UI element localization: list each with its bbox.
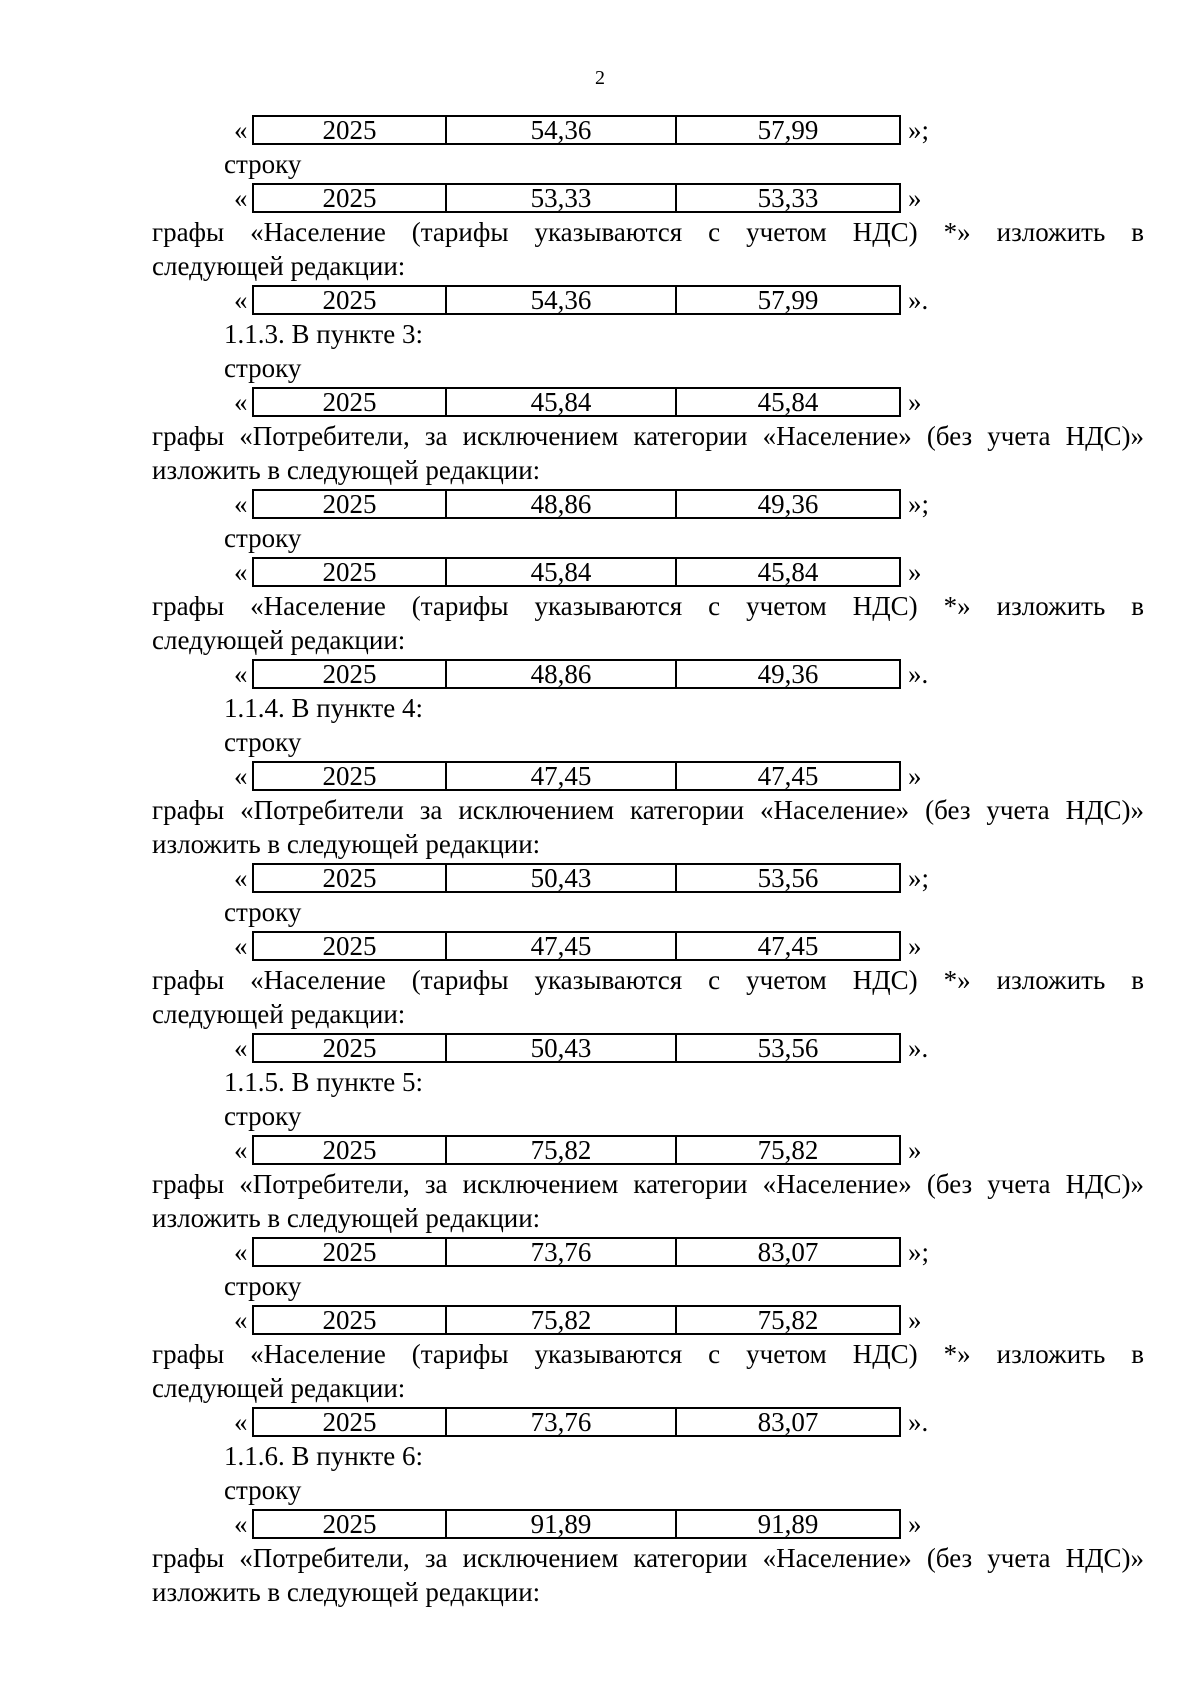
close-quote: » bbox=[908, 1135, 922, 1165]
text-line: графы «Население (тарифы указываются с учетом НДС) *» изложить в bbox=[152, 591, 1144, 621]
value-cell-second-half: 45,84 bbox=[757, 557, 819, 587]
value-cell-first-half: 53,33 bbox=[447, 185, 677, 211]
value-cell-first-half: 75,82 bbox=[447, 1137, 677, 1163]
tariff-table bbox=[252, 1033, 901, 1063]
value-cell-second-half: 75,82 bbox=[757, 1305, 819, 1335]
close-quote: » bbox=[908, 1509, 922, 1539]
text-line: следующей редакции: bbox=[152, 251, 406, 281]
tariff-table bbox=[252, 115, 901, 145]
tariff-table bbox=[252, 285, 901, 315]
tariff-row bbox=[0, 283, 1200, 317]
open-quote: « bbox=[234, 863, 248, 893]
tariff-row bbox=[0, 487, 1200, 521]
tariff-table bbox=[252, 761, 901, 791]
open-quote: « bbox=[234, 557, 248, 587]
value-cell-second-half: 49,36 bbox=[757, 659, 819, 689]
text-line: следующей редакции: bbox=[152, 1373, 406, 1403]
tariff-row bbox=[0, 1303, 1200, 1337]
tariff-row bbox=[0, 929, 1200, 963]
value-cell-first-half: 47,45 bbox=[447, 763, 677, 789]
close-quote: ». bbox=[908, 285, 929, 315]
tariff-row bbox=[0, 1133, 1200, 1167]
tariff-table bbox=[252, 1237, 901, 1267]
text-line: графы «Потребители, за исключением категории «Население» (без учета НДС)» bbox=[152, 1169, 1144, 1199]
tariff-row bbox=[0, 385, 1200, 419]
tariff-row bbox=[0, 861, 1200, 895]
value-cell-second-half: 83,07 bbox=[757, 1237, 819, 1267]
open-quote: « bbox=[234, 1033, 248, 1063]
text-line: изложить в следующей редакции: bbox=[152, 1577, 541, 1607]
text-line: изложить в следующей редакции: bbox=[152, 1203, 541, 1233]
text-line: графы «Население (тарифы указываются с учетом НДС) *» изложить в bbox=[152, 217, 1144, 247]
open-quote: « bbox=[234, 1509, 248, 1539]
value-cell-second-half: 53,33 bbox=[757, 183, 819, 213]
year-cell: 2025 bbox=[254, 763, 447, 789]
year-cell: 2025 bbox=[254, 185, 447, 211]
tariff-table bbox=[252, 1509, 901, 1539]
open-quote: « bbox=[234, 1305, 248, 1335]
value-cell-first-half: 50,43 bbox=[447, 865, 677, 891]
year-cell: 2025 bbox=[254, 865, 447, 891]
open-quote: « bbox=[234, 1135, 248, 1165]
year-cell: 2025 bbox=[254, 1307, 447, 1333]
close-quote: »; bbox=[908, 489, 930, 519]
text-line-indented: строку bbox=[224, 897, 302, 927]
close-quote: » bbox=[908, 387, 922, 417]
tariff-table bbox=[252, 557, 901, 587]
tariff-table bbox=[252, 863, 901, 893]
year-cell: 2025 bbox=[254, 287, 447, 313]
open-quote: « bbox=[234, 761, 248, 791]
value-cell-second-half: 57,99 bbox=[757, 285, 819, 315]
tariff-table bbox=[252, 1305, 901, 1335]
year-cell: 2025 bbox=[254, 1409, 447, 1435]
text-line: графы «Потребители за исключением категории «Население» (без учета НДС)» bbox=[152, 795, 1144, 825]
close-quote: » bbox=[908, 1305, 922, 1335]
tariff-table bbox=[252, 387, 901, 417]
year-cell: 2025 bbox=[254, 933, 447, 959]
tariff-row bbox=[0, 759, 1200, 793]
value-cell-first-half: 73,76 bbox=[447, 1409, 677, 1435]
open-quote: « bbox=[234, 1407, 248, 1437]
page-number: 2 bbox=[595, 67, 605, 89]
tariff-row bbox=[0, 657, 1200, 691]
value-cell-first-half: 47,45 bbox=[447, 933, 677, 959]
text-line: следующей редакции: bbox=[152, 999, 406, 1029]
open-quote: « bbox=[234, 931, 248, 961]
tariff-table bbox=[252, 931, 901, 961]
close-quote: » bbox=[908, 183, 922, 213]
tariff-row bbox=[0, 555, 1200, 589]
tariff-row bbox=[0, 1405, 1200, 1439]
close-quote: »; bbox=[908, 1237, 930, 1267]
year-cell: 2025 bbox=[254, 117, 447, 143]
year-cell: 2025 bbox=[254, 491, 447, 517]
tariff-row bbox=[0, 1235, 1200, 1269]
text-line: графы «Потребители, за исключением категории «Население» (без учета НДС)» bbox=[152, 421, 1144, 451]
value-cell-first-half: 75,82 bbox=[447, 1307, 677, 1333]
value-cell-second-half: 91,89 bbox=[757, 1509, 819, 1539]
text-line: изложить в следующей редакции: bbox=[152, 829, 541, 859]
value-cell-first-half: 48,86 bbox=[447, 661, 677, 687]
year-cell: 2025 bbox=[254, 389, 447, 415]
year-cell: 2025 bbox=[254, 661, 447, 687]
value-cell-first-half: 45,84 bbox=[447, 389, 677, 415]
value-cell-first-half: 54,36 bbox=[447, 117, 677, 143]
text-line-indented: 1.1.6. В пункте 6: bbox=[224, 1441, 423, 1471]
open-quote: « bbox=[234, 659, 248, 689]
open-quote: « bbox=[234, 387, 248, 417]
value-cell-second-half: 47,45 bbox=[757, 931, 819, 961]
year-cell: 2025 bbox=[254, 1511, 447, 1537]
close-quote: » bbox=[908, 557, 922, 587]
value-cell-first-half: 54,36 bbox=[447, 287, 677, 313]
year-cell: 2025 bbox=[254, 1239, 447, 1265]
year-cell: 2025 bbox=[254, 1035, 447, 1061]
value-cell-second-half: 53,56 bbox=[757, 863, 819, 893]
value-cell-second-half: 49,36 bbox=[757, 489, 819, 519]
text-line: следующей редакции: bbox=[152, 625, 406, 655]
open-quote: « bbox=[234, 489, 248, 519]
value-cell-first-half: 45,84 bbox=[447, 559, 677, 585]
text-line-indented: строку bbox=[224, 727, 302, 757]
tariff-table bbox=[252, 659, 901, 689]
text-line: графы «Население (тарифы указываются с учетом НДС) *» изложить в bbox=[152, 1339, 1144, 1369]
tariff-row bbox=[0, 1507, 1200, 1541]
value-cell-second-half: 75,82 bbox=[757, 1135, 819, 1165]
text-line: графы «Население (тарифы указываются с учетом НДС) *» изложить в bbox=[152, 965, 1144, 995]
close-quote: »; bbox=[908, 115, 930, 145]
open-quote: « bbox=[234, 115, 248, 145]
open-quote: « bbox=[234, 183, 248, 213]
text-line-indented: строку bbox=[224, 523, 302, 553]
text-line: изложить в следующей редакции: bbox=[152, 455, 541, 485]
tariff-table bbox=[252, 183, 901, 213]
value-cell-second-half: 53,56 bbox=[757, 1033, 819, 1063]
close-quote: » bbox=[908, 761, 922, 791]
text-line-indented: строку bbox=[224, 149, 302, 179]
tariff-table bbox=[252, 489, 901, 519]
text-line-indented: 1.1.3. В пункте 3: bbox=[224, 319, 423, 349]
text-line-indented: 1.1.4. В пункте 4: bbox=[224, 693, 423, 723]
document-body bbox=[0, 113, 1200, 1609]
value-cell-second-half: 83,07 bbox=[757, 1407, 819, 1437]
text-line-indented: строку bbox=[224, 1475, 302, 1505]
year-cell: 2025 bbox=[254, 1137, 447, 1163]
tariff-table bbox=[252, 1407, 901, 1437]
open-quote: « bbox=[234, 1237, 248, 1267]
text-line-indented: строку bbox=[224, 1271, 302, 1301]
text-line-indented: строку bbox=[224, 1101, 302, 1131]
year-cell: 2025 bbox=[254, 559, 447, 585]
text-line-indented: строку bbox=[224, 353, 302, 383]
value-cell-first-half: 48,86 bbox=[447, 491, 677, 517]
text-line: графы «Потребители, за исключением категории «Население» (без учета НДС)» bbox=[152, 1543, 1144, 1573]
text-line-indented: 1.1.5. В пункте 5: bbox=[224, 1067, 423, 1097]
value-cell-first-half: 73,76 bbox=[447, 1239, 677, 1265]
close-quote: ». bbox=[908, 1033, 929, 1063]
tariff-table bbox=[252, 1135, 901, 1165]
value-cell-first-half: 50,43 bbox=[447, 1035, 677, 1061]
close-quote: »; bbox=[908, 863, 930, 893]
value-cell-first-half: 91,89 bbox=[447, 1511, 677, 1537]
value-cell-second-half: 45,84 bbox=[757, 387, 819, 417]
close-quote: ». bbox=[908, 659, 929, 689]
tariff-row bbox=[0, 113, 1200, 147]
value-cell-second-half: 47,45 bbox=[757, 761, 819, 791]
close-quote: » bbox=[908, 931, 922, 961]
close-quote: ». bbox=[908, 1407, 929, 1437]
tariff-row bbox=[0, 181, 1200, 215]
open-quote: « bbox=[234, 285, 248, 315]
tariff-row bbox=[0, 1031, 1200, 1065]
value-cell-second-half: 57,99 bbox=[757, 115, 819, 145]
